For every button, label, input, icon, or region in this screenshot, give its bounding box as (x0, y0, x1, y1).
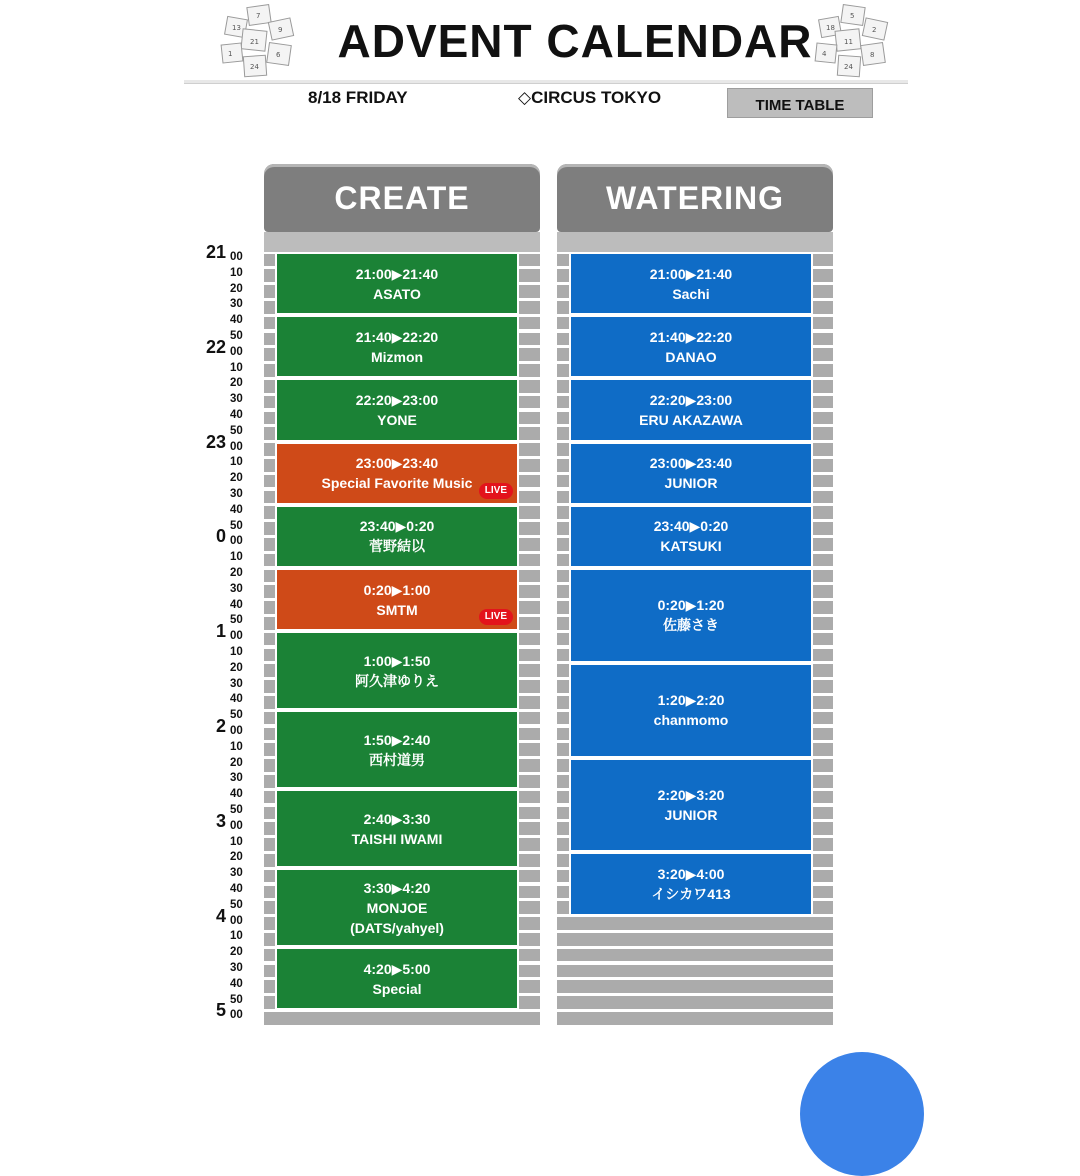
slot-artist: ERU AKAZAWA (639, 411, 743, 428)
slot-time: 21:00▶21:40 (649, 265, 733, 282)
svg-text:8: 8 (870, 51, 875, 59)
slot-time: 2:20▶3:20 (657, 786, 725, 803)
slot-artist: Special Favorite Music (321, 475, 473, 492)
stage-header-create: CREATE (264, 164, 540, 232)
ruler-minute: 00 (230, 725, 243, 737)
svg-text:4: 4 (822, 50, 827, 58)
slot-artist: YONE (377, 411, 417, 428)
slot-artist: KATSUKI (660, 538, 722, 555)
svg-text:1: 1 (228, 50, 233, 58)
slot-artist: 西村道男 (369, 751, 425, 768)
svg-text:24: 24 (250, 63, 259, 71)
svg-text:6: 6 (276, 51, 281, 59)
ruler-minute: 20 (230, 661, 243, 674)
ruler-minute: 40 (230, 693, 243, 706)
ruler-minute: 00 (230, 440, 243, 453)
ruler-minute: 10 (230, 266, 243, 279)
timetable-slot (275, 710, 519, 789)
slot-time: 0:20▶1:00 (363, 581, 431, 598)
slot-time: 23:40▶0:20 (653, 518, 729, 535)
slot-artist: JUNIOR (664, 475, 718, 492)
slot-artist: Sachi (672, 285, 710, 302)
ruler-hour: 4 (215, 905, 226, 926)
slot-artist: DANAO (665, 348, 717, 365)
ruler-minute: 40 (230, 788, 243, 801)
timetable-slot (275, 568, 519, 631)
slot-artist: 菅野結以 (369, 538, 425, 555)
stage-grid-create (264, 252, 540, 1030)
stage-header-watering: WATERING (557, 164, 833, 232)
ruler-hour: 0 (215, 526, 226, 547)
ruler-minute: 00 (230, 914, 243, 927)
slot-time: 21:40▶22:20 (355, 328, 439, 345)
timetable-slot (275, 315, 519, 378)
ruler-minute: 30 (230, 677, 243, 690)
ruler-minute: 10 (230, 456, 243, 469)
ruler-minute: 40 (230, 409, 243, 421)
svg-text:18: 18 (826, 24, 835, 32)
cube-decoration-right-icon (812, 4, 896, 82)
slot-artist: ASATO (373, 285, 421, 302)
ruler-minute: 50 (230, 898, 243, 911)
ruler-minute: 50 (230, 614, 243, 627)
timetable-button[interactable]: TIME TABLE (727, 88, 873, 118)
ruler-minute: 40 (230, 977, 243, 990)
svg-text:5: 5 (850, 12, 855, 20)
grid-row (557, 949, 833, 962)
slot-artist: Mizmon (370, 348, 424, 365)
svg-text:2: 2 (872, 26, 877, 34)
grid-row (557, 965, 833, 978)
ruler-minute: 30 (230, 488, 243, 500)
timetable-slot (275, 631, 519, 710)
ruler-minute: 10 (230, 551, 243, 564)
grid-row (557, 933, 833, 946)
page-title: ADVENT CALENDAR (337, 15, 813, 67)
slot-artist: MONJOE (366, 899, 428, 916)
slot-time: 2:40▶3:30 (363, 810, 431, 827)
timetable-slot (275, 505, 519, 568)
title-divider (184, 80, 908, 84)
cube-decoration-left-icon (218, 4, 302, 82)
slot-artist-note: (DATS/yahyel) (350, 919, 444, 936)
ruler-minute: 20 (230, 851, 243, 864)
stage-header-shade (557, 232, 833, 252)
ruler-minute: 20 (230, 756, 243, 769)
ruler-minute: 20 (230, 472, 243, 485)
timetable-slot (569, 315, 813, 378)
ruler-minute: 00 (230, 1009, 243, 1022)
ruler-minute: 10 (230, 361, 243, 374)
ruler-minute: 30 (230, 772, 243, 785)
timetable-slot (275, 868, 519, 947)
grid-row (557, 1012, 833, 1025)
slot-artist: Special (372, 980, 422, 997)
slot-time: 22:20▶23:00 (355, 391, 439, 408)
stage-header-shade (264, 232, 540, 252)
ruler-minute: 20 (230, 282, 243, 295)
slot-artist: JUNIOR (664, 806, 718, 823)
timetable-slot (569, 442, 813, 505)
slot-artist: 阿久津ゆりえ (355, 672, 439, 689)
ruler-minute: 50 (230, 330, 243, 342)
ruler-minute: 20 (230, 377, 243, 390)
svg-text:11: 11 (844, 38, 853, 46)
ruler-minute: 40 (230, 314, 243, 327)
ruler-minute: 50 (230, 519, 243, 532)
ruler-minute: 40 (230, 883, 243, 895)
slot-time: 3:20▶4:00 (657, 865, 725, 882)
grid-row (557, 917, 833, 930)
ruler-hour: 23 (205, 431, 226, 452)
ruler-minute: 50 (230, 993, 243, 1006)
slot-time: 4:20▶5:00 (363, 960, 431, 977)
timetable-slot (569, 568, 813, 663)
ruler-minute: 00 (230, 630, 243, 643)
ruler-minute: 30 (230, 298, 243, 311)
svg-text:9: 9 (278, 26, 283, 34)
ruler-hour: 21 (205, 242, 226, 262)
ruler-minute: 50 (230, 709, 243, 722)
svg-text:21: 21 (250, 38, 259, 46)
timetable-slot (275, 378, 519, 441)
ruler-minute: 40 (230, 598, 243, 611)
svg-text:7: 7 (256, 12, 261, 20)
timetable-slot (569, 663, 813, 758)
slot-time: 1:20▶2:20 (657, 692, 725, 709)
ruler-minute: 10 (230, 646, 243, 658)
timetable-slot (569, 758, 813, 853)
event-date: 8/18 FRIDAY (308, 88, 408, 107)
ruler-minute: 30 (230, 962, 243, 974)
ruler-minute: 30 (230, 393, 243, 406)
slot-artist: SMTM (376, 601, 418, 618)
ruler-minute: 20 (230, 567, 243, 579)
timetable-slot (275, 789, 519, 868)
ruler-hour: 22 (205, 336, 226, 357)
event-venue: ◇CIRCUS TOKYO (518, 88, 662, 107)
slot-time: 21:40▶22:20 (649, 328, 733, 345)
ruler-minute: 30 (230, 582, 243, 595)
timetable-slot (569, 852, 813, 915)
ruler-minute: 10 (230, 740, 243, 753)
ruler-minute: 30 (230, 867, 243, 880)
slot-time: 1:00▶1:50 (363, 652, 431, 669)
grid-row (264, 1012, 540, 1025)
ruler-hour: 1 (215, 621, 226, 642)
svg-text:24: 24 (844, 63, 853, 71)
ruler-minute: 20 (230, 946, 243, 959)
ruler-minute: 00 (230, 251, 243, 263)
slot-artist: 佐藤さき (663, 617, 719, 634)
ruler-hour: 5 (215, 1000, 226, 1021)
slot-time: 22:20▶23:00 (649, 391, 733, 408)
slot-artist: chanmomo (653, 712, 729, 729)
timetable-slot (569, 252, 813, 315)
live-badge: LIVE (479, 483, 513, 499)
ruler-minute: 40 (230, 503, 243, 516)
ruler-minute: 50 (230, 804, 243, 816)
ruler-minute: 10 (230, 930, 243, 943)
timetable-slot (275, 947, 519, 1010)
ruler-minute: 00 (230, 535, 243, 548)
slot-time: 23:40▶0:20 (359, 518, 435, 535)
slot-time: 1:50▶2:40 (363, 731, 431, 748)
timetable-slot (275, 252, 519, 315)
slot-artist: イシカワ413 (651, 885, 731, 902)
timetable-slot (275, 442, 519, 505)
live-badge: LIVE (479, 609, 513, 625)
slot-time: 3:30▶4:20 (363, 879, 431, 896)
floating-action-button[interactable] (800, 1052, 924, 1176)
slot-time: 0:20▶1:20 (657, 597, 725, 614)
ruler-minute: 00 (230, 819, 243, 832)
slot-time: 23:00▶23:40 (355, 455, 439, 472)
stage-grid-watering (557, 252, 833, 1030)
grid-row (557, 996, 833, 1009)
ruler-minute: 10 (230, 835, 243, 848)
timetable-slot (569, 378, 813, 441)
slot-time: 23:00▶23:40 (649, 455, 733, 472)
slot-artist: TAISHI IWAMI (351, 830, 443, 847)
slot-time: 21:00▶21:40 (355, 265, 439, 282)
ruler-hour: 3 (215, 810, 226, 831)
ruler-minute: 50 (230, 424, 243, 437)
grid-row (557, 980, 833, 993)
svg-text:13: 13 (232, 24, 241, 32)
timetable-slot (569, 505, 813, 568)
ruler-minute: 00 (230, 345, 243, 358)
ruler-hour: 2 (215, 716, 226, 736)
